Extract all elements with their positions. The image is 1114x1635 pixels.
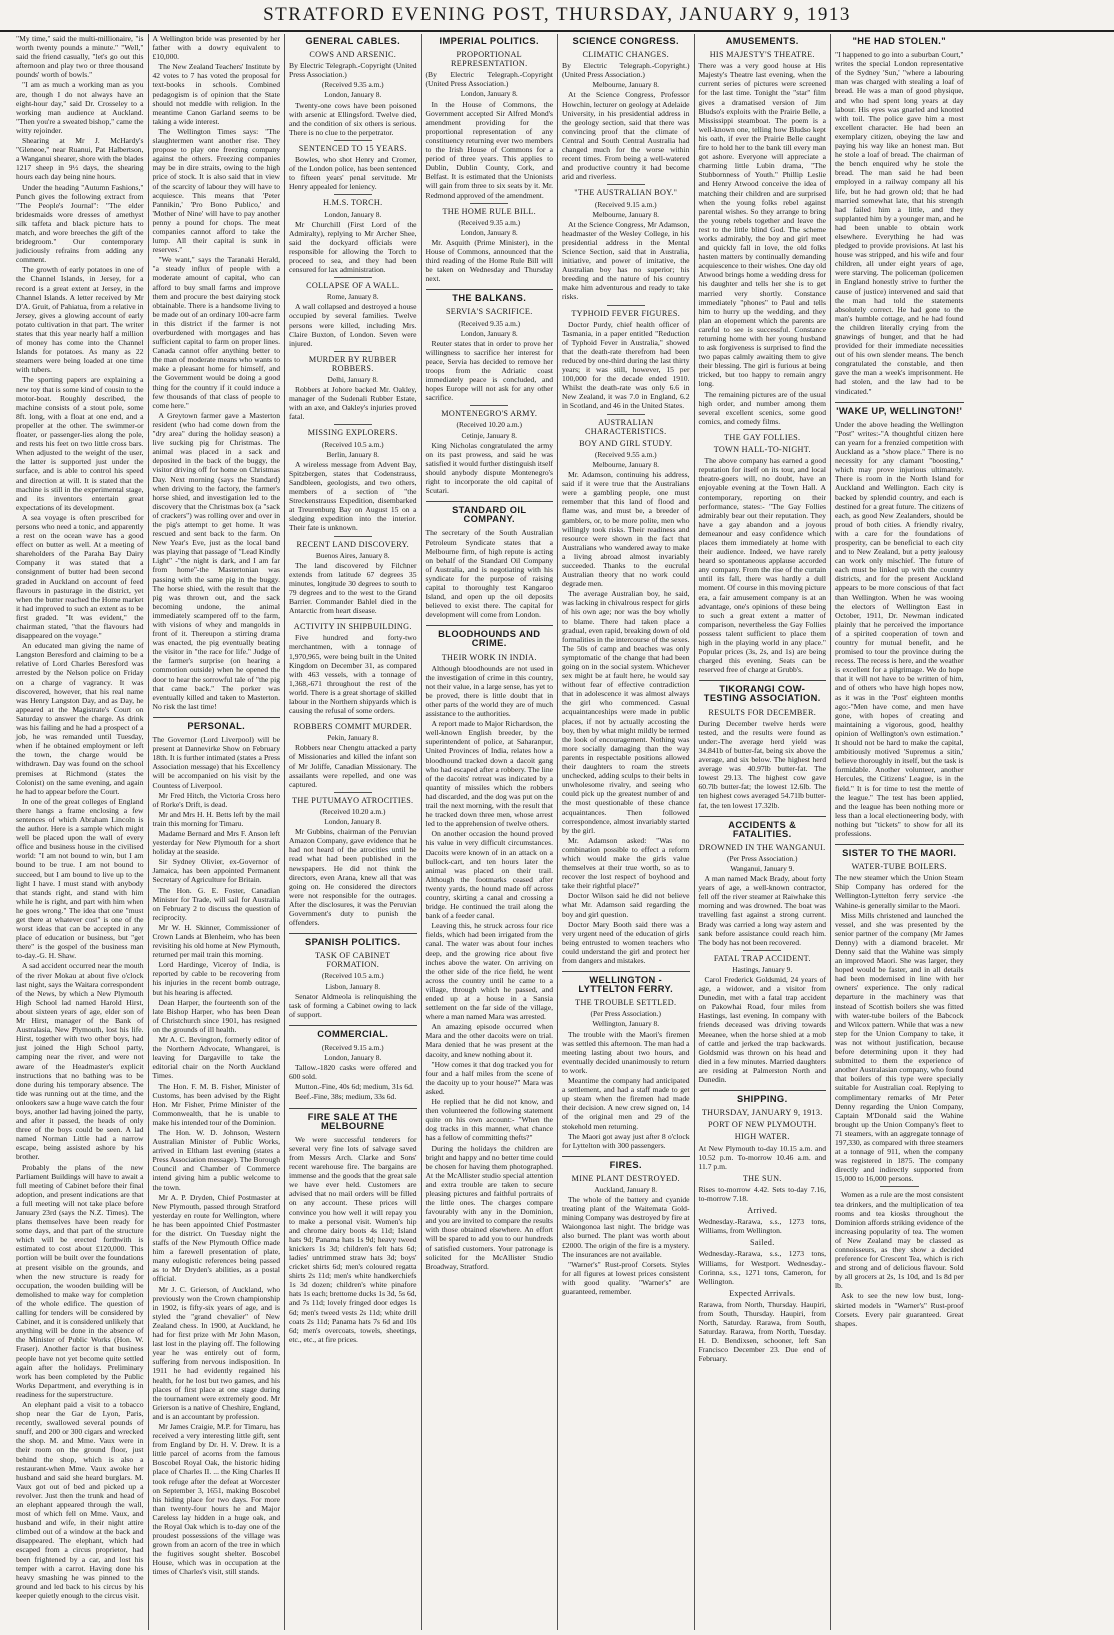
section-heading: SPANISH POLITICS. xyxy=(289,933,417,947)
article-paragraph: Shearing at Mr J. McHardy's "Gleneoe," near Ruanui, Pat Halbertson, a Wanganui shearer, shore with the blades 1217 sheep in 9½ days, the shearing hours each day being nine hours. xyxy=(16,136,144,182)
subheading: HIGH WATER. xyxy=(734,1132,790,1142)
section-heading: THE BALKANS. xyxy=(426,289,554,303)
section-heading: SHIPPING. xyxy=(699,1090,827,1104)
subheading: Expected Arrivals. xyxy=(729,1288,796,1298)
article-paragraph: Mr A. C. Bevington, formerly editor of the Northern Advocate, Whangarei, is leaving for Dargaville to take the editorial chair on the North Auckland Times. xyxy=(152,1035,280,1081)
dateline: (Received 10.20 a.m.) xyxy=(456,420,522,430)
article-paragraph: Meantime the company had anticipated a settlement, and had a staff made to get up steam when the firemen had made their decision. A new crew signed on, 14 of the original men and 29 of the stokehold men returning. xyxy=(562,1076,690,1131)
divider xyxy=(334,536,372,537)
article-paragraph: The remaining pictures are of the usual high order, and number among them several excellent scenics, some good comics, and comedy films. xyxy=(698,389,826,426)
article-paragraph: Wednesday.-Rarawa, s.s., 1273 tons, Williams, for Westport. Wednesday.-Corinna, s.s., 1271 tons, Cameron, for Wellington. xyxy=(698,1249,826,1286)
subheading: CLIMATIC CHANGES. xyxy=(582,50,670,60)
article-paragraph: The whole of the battery and cyanide treating plant of the Waitemata Gold-mining Company was destroyed by fire at Waiongonoa last night. The bridge was also burned. The plant was worth about £2000. The origin of the fire is a mystery. The insurances are not available. xyxy=(562,1195,690,1259)
dateline: (Received 9.35 a.m.) xyxy=(458,318,521,328)
column-1 xyxy=(12,34,149,1630)
article-paragraph: "I happened to go into a suburban Court," writes the special London representative of the Sydney 'Sun,' "where a labouring man was charged with stealing a loaf of bread. He was a man of good physique, and who had spent long years at day labour. His eyes was gnarled and knotted with toil. The police gave him a most excellent character. He had been an exemplary citizen, obeying the law and paying his way like an honest man. But he stole a loaf of bread. The chairman of the bench enquired why he stole the bread. The man said he had been employed in a railway company all his life, but he had grown old; that he had married somewhat late, that his strength had failed him a little, and they supplanted him by a younger man, and he had been unable to obtain work elsewhere. Everything he had was pledged to provide provisions. At last his house was stripped, and his wife and four children, all under eight years of age, were starving. The policeman (policemen in England honestly strive to further the cause of justice) intervened and said that the man had told the statements absolutely correct. He had gone to the man's humble cottage, and he had found the children literally crying from the gnawings of hunger, and that he had provided for their immediate necessities out of his own slender means. The bench congratulated the constable, and then gave the man a week's imprisonment. He had stolen, and the law had to be vindicated." xyxy=(835,50,964,396)
article-paragraph: "I am as much a working man as you are, though I do not always have an eight-hour day," said Dr. Crosseley to a working man audience at Auckland. "Then you're a sweated bishop," came the witty rejoinder. xyxy=(16,80,144,135)
article-paragraph: Leaving this, he struck across four rice fields, which had been irrigated from the canal. The water was about four inches deep, and the growing rice about five inches above the water. On arriving on the other side of the rice field, he went across the country until he came to a village, through which he passed, and ended up at a house in a Sansia settlement on the far side of the village, where a man named Mara was arrested. xyxy=(425,921,553,1022)
article-paragraph: A wireless message from Advent Bay, Spitzbergen, states that Codenstrauss, Sandbleen, geologists, and two others, members of a section of "the Streckenstrauss Expedition, disembarked at Treurenburg Bay on August 15 on a sledging expedition into the interior. Their fate is unknown. xyxy=(289,459,417,533)
dateline: Rome, January 8. xyxy=(326,292,379,302)
article-paragraph: A man named Mack Brady, about forty years of age, a well-known contractor, fell off the river steamer at Raiwhake this morning and was drowned. The boat was travelling fast against a strong current. Brady was carried a long way astern and sank before assistance could reach him. The body has not been recovered. xyxy=(698,874,826,947)
dateline: London, January 8. xyxy=(324,817,382,827)
article-paragraph: Tallow.-1820 casks were offered and 600 sold. xyxy=(289,1063,417,1082)
article-paragraph: Probably the plans of the new Parliament Buildings will have to await a full meeting of Cabinet before their final adoption, and present indications are that a full meeting will not take place before January 23rd (says the N.Z. Times). The plans themselves have been ready for some days, and that part of the structure which will be erected forthwith is estimated to cost about £120,000. This portion will be built over the foundations at present visible on the grounds, and when the new structure is ready for occupation, the wooden building will be demolished to make way for completion of the whole edifice. The question of calling for tenders will be considered by Cabinet, and it is considered unlikely that anything will be done in the absence of the Minister of Public Works (Hon. W. Fraser). Another factor is that business people have not yet become quite settled again after the holidays. Preliminary work has been completed by the Public Works Department, and everything is in readiness for the superstructure. xyxy=(16,1162,144,1399)
page-columns xyxy=(12,34,1104,1630)
subheading: TOWN HALL-TO-NIGHT. xyxy=(713,445,811,455)
article-paragraph: Women as a rule are the most consistent tea drinkers, and the multiplication of tea rooms and tea kiosks throughout the Dominion affords striking evidence of the increasing popularity of tea. The women of New Zealand may be classed as connoisseurs, as they show a decided preference for Crescent Tea, which is rich and strong and of delicious flavour. Sold by all grocers at 2s, 1s 10d, and 1s 8d per lb. xyxy=(835,1190,964,1291)
subheading: ACTIVITY IN SHIPBUILDING. xyxy=(293,622,412,632)
article-paragraph: Robbers near Chengtu attacked a party of Missionaries and killed the infant son of Mr Joliffe, Canadian Missionary. The assailants were repelled, and one was captured. xyxy=(289,743,417,789)
section-heading: GENERAL CABLES. xyxy=(305,36,401,46)
dateline: Buenos Aires, January 8. xyxy=(315,550,390,560)
article-paragraph: On another occasion the hound proved his value in very difficult circumstances. Dacoits were known of in an attack on a bullock-cart, and ten hours later the animal was placed on their trail. Although the footmarks ceased after twenty yards, the hound made off across country, skirting a canal and crossing a bridge. He continued the trail along the bank of a feeder canal. xyxy=(425,829,553,921)
section-heading: "HE HAD STOLEN." xyxy=(852,36,947,46)
article-paragraph: A sad accident occurred near the mouth of the river Mokau at about five o'clock last night, says the Waitara correspondent of the News, by which a New Plymouth High School lad named Harold Hirst, about sixteen years of age, elder son of Mr Hirst, manager of the Bank of Australasia, New Plymouth, lost his life. Hirst, together with two other boys, had just joined the High School party, camping near the river, and were not aware of the Headmaster's explicit instructions that no bathing was to be done during his temporary absence. The tide was running out at the time, and the onlookers saw a huge wave catch the four boys, another lad having joined the party, and after it passed, the heads of only three of the boys could be seen. A lad named Norman Little had a narrow escape, being assisted ashore by his brother. xyxy=(16,961,144,1162)
article-paragraph: The trouble with the Maori's firemen was settled this afternoon. The man had a meeting lasting about two hours, and eventually decided unanimously to return to work. xyxy=(562,1029,690,1075)
article-paragraph: At the Science Congress, Professor Howchin, lecturer on geology at Adelaide University, in his presidential address in the geology section, said that there was convincing proof that the climate of Central and South Central Australia had changed much for the worse within recent times. From being a well-watered and productive country it had become arid and riverless. xyxy=(562,90,690,182)
article-paragraph: The average Australian boy, he said, was lacking in chivalrous respect for girls of his own age; nor was the boy wholly to blame. There had taken place a gradual, even rapid, breaking down of old formalities in the intercourse of the sexes. The 50s of camp and beaches was only symptomatic of the change that had been going on in the social system. Whichever sex might be at fault here, he would say without fear of effective contradiction that in adolescence it was almost always the girl who commenced. Casual acquaintanceships were made in public places, if not by actually accosting the boy, then by what might mildly be termed the look of encouragement. Nothing was more socially damaging than the way parents in respectable positions allowed their daughters to roam the streets unchecked, adding sculps to their belts in unwholesome rivalry, and seeing who could pick up the greatest number of and the most questionable of these chance acquaintances. Then followed correspondence, almost invariably started by the girl. xyxy=(562,589,690,835)
divider xyxy=(470,405,508,406)
column-5 xyxy=(558,34,695,1630)
article-paragraph: At the Science Congress, Mr Adamson, headmaster of the Wesley College, in his presidential address in the Mental Science Section, said that in Australia, initiative, and power of imitative, the Australian boy has no superior; his breeding and the nature of his country make him adventurous and ready to take risks. xyxy=(562,219,690,302)
dateline: Melbourne, January 8. xyxy=(592,209,659,219)
article-paragraph: Although bloodhounds are not used in the investigation of crime in this country, not their value, in a large sense, has yet to be proved, there is little doubt that in other parts of the world they are of much assistance to the authorities. xyxy=(425,663,553,719)
dateline: Pekin, January 8. xyxy=(327,733,379,743)
section-heading: BLOODHOUNDS AND CRIME. xyxy=(426,625,554,648)
dateline: Delhi, January 8. xyxy=(327,375,378,384)
article-paragraph: Mr. Adamson asked: "Was no combination possible to effect a reform which would make the girls value themselves at their true worth, so as to recover the lost respect of boyhood and take their rightful place?" xyxy=(562,835,690,891)
subheading: SENTENCED TO 15 YEARS. xyxy=(298,143,407,153)
article-paragraph: Madame Bernard and Mrs F. Anson left yesterday for New Plymouth for a short holiday at the seaside. xyxy=(152,828,280,857)
article-paragraph: The Maori got away just after 8 o'clock for Lyttelton with 300 passengers. xyxy=(562,1131,690,1150)
subheading: Sailed. xyxy=(749,1238,775,1248)
article-paragraph: Mr Gubbins, chairman of the Peruvian Amazon Company, gave evidence that he had not heard of the atrocities until he read what had been published in the newspapers. He did not think the directors, even Arana, knew all that was going on. He considered the directors were not responsible for the outrages. After the disclosures, it was the Peruvian Government's duty to punish the offenders. xyxy=(289,827,417,928)
subheading: THEIR WORK IN INDIA. xyxy=(441,652,537,662)
column-4 xyxy=(422,34,559,1630)
article-paragraph: "My time," said the multi-millionaire, "is worth twenty pounds a minute." "Well," said the friend casually, "let's go out this afternoon and play two or three thousand pounds' worth of bowls." xyxy=(16,34,144,80)
subheading: PORT OF NEW PLYMOUTH. xyxy=(708,1120,817,1130)
subheading: MINE PLANT DESTROYED. xyxy=(571,1173,680,1183)
article-paragraph: We were successful tenderers for several very fine lots of salvage saved from Messrs Arch. Clarke and Sons' recent warehouse fire. The bargains are immense and the goods that the great sale we have ever held. Customers are advised that no mail orders will be filled on any account. These prices will convince you how well it will repay you to make a personal visit. Women's hip and chrome dairy boots 4s 11d; Island hats 9d; Panama hats 1s 9d; heavy tweed knickers 1s 3d; children's felt hats 6d; ladies' untrimmed straw hats 3d; boys' cricket shirts 6d; men's coloured regatta shirts 2s 11d; men's white handkerchiefs 1s 3d dozen; children's white pinafore hats 1s each; brettome ducks 1s 3d, 5s 6d, and 7s 11d; lovely fringed door edges 1s 6d; men's tweed vests 2s 11d; white drill coats 2s 11d; Panama hats 7s 6d and 10s 6d; men's overcoats, towels, sheetings, etc., etc., at fire prices. xyxy=(289,1134,417,1344)
subheading: HIS MAJESTY'S THEATRE. xyxy=(709,50,815,60)
section-heading: FIRE SALE AT THE MELBOURNE xyxy=(289,1108,417,1131)
article-paragraph: The Hon. W. D. Johnson, Western Australian Minister of Public Works, arrived in Eltham last evening (states a Press Association message). The Borough Council and Chamber of Commerce intend giving him a public welcome to the town. xyxy=(152,1127,280,1192)
masthead: STRATFORD EVENING POST, THURSDAY, JANUARY 9, 1913 xyxy=(0,0,1114,32)
divider xyxy=(607,305,645,306)
article-paragraph: A Greytown farmer gave a Masterton resident (who had come down from the "dry area" during the holiday season) a live sucking pig for Christmas. The animal was placed in a sack and deposited in the back of the buggy, the visitor driving off for home on Christmas Day. Next morning (says the Standard) when driving to the factory, the farmer's horse shied, and investigation led to the discovery that the Christmas box (a "sack of crackers") was rolling over and over in the pig's attempt to get home. It was rescued and sent back to the farm. On New Year's Eve, just as the local band was playing that passage of "Lead Kindly Light" -"the night is dark, and I am far from home"-the Mastertonian was passing with the same pig in the buggy. The horse shied, with the result that the pig was thrown out, and the sack becoming undone, the animal immediately scampered off to the farm, with visions of whey and mangolds in front of it. Thereupon a stirring drama was enacted, the pig eventually beating the visitor in "the race for life." Judge of the farmer's surprise (on hearing a commotion outside) when he opened the door to hear the sorrowful tale of "the pig that came back." The porker was eventually killed and taken to Masterton. No risk the last time! xyxy=(152,410,280,711)
article-paragraph: Dean Harper, the fourteenth son of the late Bishop Harper, who has been Dean of Christchurch since 1901, has resigned on the grounds of ill health. xyxy=(152,997,280,1034)
article-paragraph: Lord Hardinge, Viceroy of India, is reported by cable to be recovering from his injuries in the recent bomb outrage, but his hearing is affected. xyxy=(152,960,280,997)
section-heading: WELLINGTON - LYTTELTON FERRY. xyxy=(562,971,690,994)
divider xyxy=(334,618,372,619)
subheading: RESULTS FOR DECEMBER. xyxy=(708,707,817,717)
dateline: Wanganui, January 9. xyxy=(730,863,795,873)
article-paragraph: Senator Aldmeola is relinquishing the task of forming a Cabinet owing to lack of support. xyxy=(289,991,417,1019)
article-paragraph: Mr. Asquith (Prime Minister), in the House of Commons, announced that the third reading of the Home Rule Bill will be taken on Wednesday and Thursday next. xyxy=(425,237,553,284)
dateline: Cetinje, January 8. xyxy=(461,430,517,440)
article-paragraph: The Wellington Times says: "The slaughtermen want another rise. They propose to play one freezing company against the others. Freezing companies may be in dire straits, owing to the high price of stock. It is also said that in view of the scarcity of labour they will have to acquiesce. This means that 'Peter Pannikin,' 'Pro Bono Publico,' and 'Mother of Nine' will have to pay another penny a pound for chops. The meat companies cannot afford to take the lump. All their capital is sunk in reserves." xyxy=(152,126,280,255)
article-paragraph: Rarawa, from North, Thursday. Haupiri, from South, Thursday. Haupiri, from North, Saturday. Rarawa, from South, Saturday. Rarawa, from North, Tuesday. H. D. Bendixsen, schooner, left San Francisco December 23. Due end of February. xyxy=(698,1299,826,1364)
dateline: London, January 8. xyxy=(460,328,518,338)
article-paragraph: There was a very good house at His Majesty's Theatre last evening, when the current series of pictures were screened for the last time. Tonight the "star" film gives a dramatised version of Jim Bludso's exploits with the Prairie Belle, a Mississippi steamboat. The poem is a well-known one, telling how Bludso kept his oath, if ever the Prairie Belle caught fire to hold her to the bank till every man got ashore. Everyone will appreciate a charming little Lubin drama, "The Stubbornness of Youth." Phillip Leslie and Henry Atwood conceive the idea of matching their children and are surprised when the young folks rebel against parental wishes. So they arrange to bring the young rebels together and leave the rest to the little blind God. The scheme works admirably, the boy and girl meet and quickly fall in love, the old folks hasten matters by continually demanding acquiescence to their wishes. One day old Atwood brings home a wedding dress for his daughter and tells her she is to get married very shortly. Constance immediately "phones" to Paul and tells him to hurry up the wedding, and they plan an elopement which the parents are careful to see is successful. Constance returning home with her young husband to ask forgiveness is surprised to find the two papas calmly awaiting them to give their blessing. The girl is furious at being tricked, but too happy to remain angry long. xyxy=(698,61,826,389)
divider xyxy=(334,194,372,195)
divider xyxy=(334,792,372,793)
divider xyxy=(743,429,781,430)
dateline: (Received 10.20 a.m.) xyxy=(320,806,386,816)
subheading: AUSTRALIAN CHARACTERISTICS. xyxy=(585,417,667,436)
section-heading: IMPERIAL POLITICS. xyxy=(439,36,539,46)
article-paragraph: King Nicholas congratulated the army on its past prowess, and said he was satisfied it would further distinguish itself should anybody dispute Montenegro's right to incorporate the old capital of Scutari. xyxy=(425,440,553,496)
subheading: BOY AND GIRL STUDY. xyxy=(579,438,673,448)
column-7 xyxy=(831,34,968,1630)
article-paragraph: The new steamer which the Union Steam Ship Company has ordered for the Wellington-Lyttelton ferry service -the Wahine-is generally similar to the Maori. xyxy=(835,873,964,910)
subheading: SERVIA'S SACRIFICE. xyxy=(445,307,533,317)
article-paragraph: A sea voyage is often prescribed for persons who need a tonic, and apparently a rest on the ocean wave has a good effect on butter as well. At a meeting of shareholders of the Paraha Bay Dairy Company it was stated that a consignment of butter had been second graded in Auckland on account of feed flavours in pasturage in the district, yet when the butter reached the Home market it had improved to such an extent as to be first graded. "It was evident," the chairman stated, "that the flavours had disappeared on the voyage." xyxy=(16,512,144,641)
article-paragraph: Wednesday.-Rarawa, s.s., 1273 tons, Williams, from Wellington. xyxy=(698,1217,826,1236)
dateline: (Received 10.5 a.m.) xyxy=(321,971,384,981)
dateline: Berlin, January 8. xyxy=(326,449,380,459)
article-paragraph: Mutton.-Fine, 40s 6d; medium, 31s 6d. xyxy=(295,1082,414,1092)
article-paragraph: Rises to-morrow 4.42. Sets to-day 7.16, to-morrow 7.18. xyxy=(698,1184,826,1203)
article-paragraph: Beef.-Fine, 38s; medium, 33s 6d. xyxy=(295,1092,397,1102)
article-paragraph: The Hon. G. E. Foster, Canadian Minister for Trade, will sail for Australia on February 2 to discuss the question of reciprocity. xyxy=(152,885,280,922)
article-paragraph: Under the heading "Autumn Fashions," Punch gives the following extract from "The People's Journal": "The elder bridesmaids wore dresses of amethyst silk taffeta and black picture hats to match, and wore breeches the gift of the bridegroom." Our contemporary judiciously refrains from adding any comment. xyxy=(16,182,144,265)
section-heading: SISTER TO THE MAORI. xyxy=(835,844,964,858)
subheading: THE PUTUMAYO ATROCITIES. xyxy=(292,795,414,805)
article-paragraph: Carol Frederick Goldsmid, 24 years of age, a widower, and a visitor from Dunedin, met with a fatal trap accident on Pakowhai Road, four miles from Hastings, last evening. In company with friends deceased was driving towards Meeanee, when the horse shied at a mob of cattle and jerked the trap backwards. Goldsmid was thrown on his head and died in a few minutes. Married daughters are residing at Palmerston North and Dunedin. xyxy=(698,975,826,1085)
dateline: (Received 9.35 a.m.) xyxy=(458,217,521,227)
subheading: DROWNED IN THE WANGANUI. xyxy=(698,842,826,852)
dateline: (Received 9.55 a.m.) xyxy=(594,449,657,459)
subheading: FATAL TRAP ACCIDENT. xyxy=(713,953,811,963)
article-paragraph: "Warner's" Rust-proof Corsets. Styles for all figures at lowest prices consistent with good quality. "Warner's" are guaranteed, remember. xyxy=(562,1259,690,1296)
divider xyxy=(334,718,372,719)
dateline: (Per Press Association.) xyxy=(727,853,798,863)
article-paragraph: During the holidays the children are bright and happy and no better time could be chosen for having them photographed. At the McAllister studio special attention and extra trouble are taken to secure pleasing pictures and faithful portraits of the little ones. The charges compare favourably with any in the Dominion, and you are invited to compare the results with those obtained elsewhere. An effort will be spared to add you to our hundreds of satisfied customers. Your patronage is solicited for the McAllister Studio Broadway, Stratford. xyxy=(425,1143,553,1271)
divider xyxy=(334,277,372,278)
divider xyxy=(607,414,645,415)
column-2 xyxy=(149,34,286,1630)
article-paragraph: Bowles, who shot Henry and Cromer, of the London police, has been sentenced to fifteen years' penal servitude. Mr Henry appealed for leniency. xyxy=(289,155,417,192)
subheading: RECENT LAND DISCOVERY. xyxy=(296,539,409,549)
article-paragraph: The land discovered by Filchner extends from latitude 67 degrees 35 minutes, longitude 30 degrees to south to 79 degrees and to the west to the Grand Barrier. Commander Bahlel died in the Antarctic from heart disease. xyxy=(289,560,417,616)
article-paragraph: The secretary of the South Australian Petroleum Syndicate states that a Melbourne firm, of high repute is acting on behalf of the Standard Oil Company of Australia, and is negotiating with his syndicate for the purpose of raising capital to thoroughly test Kangaroo Island, and open up the oil deposits believed to exist there. The capital for development will come from London. xyxy=(425,528,553,620)
section-heading: AMUSEMENTS. xyxy=(725,36,799,46)
article-paragraph: A wall collapsed and destroyed a house occupied by several families. Twelve persons were killed, including Mrs. Claire Buxton, of London. Seven were injured. xyxy=(289,302,417,348)
article-paragraph: In the House of Commons, the Government accepted Sir Alfred Mond's amendment providing for the proportional representation of any constituency returning ever two members to the Irish House of Commons for a period of three years. This applies to Dublin, Dublin County, Cork, and Belfast. It is estimated that the Unionists will gain from three to six seats by it. Mr. Redmond approved of the amendment. xyxy=(425,99,553,200)
section-heading: COMMERCIAL. xyxy=(289,1025,417,1039)
subheading: "THE AUSTRALIAN BOY." xyxy=(574,188,678,198)
divider xyxy=(743,950,781,951)
section-heading: TIKORANGI COW-TESTING ASSOCIATION. xyxy=(699,680,827,703)
subheading: H.M.S. TORCH. xyxy=(323,198,383,208)
subheading: Arrived. xyxy=(747,1206,778,1216)
article-paragraph: Mr J. C. Grierson, of Auckland, who previously won the Crown championship in 1902, is fifty-six years of age, and is styled the "grand chevalier" of New Zealand chess. In 1900, at Auckland, he had for first prize with Mr John Mason, last lost in the playing off. The following year he was entirely out of form, suffering from nervous indisposition. In 1911 he had evidently regained his health, for he lost but two games, and his places of first place at one stage during the tournament were extremely good. Mr Grierson is a native of Cheshire, England, and is an accountant by profession. xyxy=(152,1284,280,1421)
section-heading: SCIENCE CONGRESS. xyxy=(572,36,679,46)
subheading: TYPHOID FEVER FIGURES. xyxy=(571,308,681,318)
subheading: MISSING EXPLORERS. xyxy=(307,428,398,438)
subheading: MONTENEGRO'S ARMY. xyxy=(441,409,538,419)
article-paragraph: The above company has earned a good reputation for itself on its tour, and local theatre-goers will, no doubt, have an enjoyable evening at the Town Hall. A contemporary, reporting on their performance, states:- "The Gay Follies admirably bear out their reputation. They have a gay abandon and a joyous demeanour and easy confidence which places them immediately at home with their audience. Indeed, we have rarely heard so spontaneous applause accorded any company. From the rise of the curtain until its fall, there was hardly a dull moment. Of course in this moving picture era, a fair amusement company is at an advantage, one's opinions of these being to such a great extent a matter of comparison, nevertheless the Gay Follies possess talent sufficient to place them high in the playing world in any place." Popular prices (3s, 2s, and 1s) are being charged this evening. Seats can be reserved free of charge at Grubb's. xyxy=(698,456,826,675)
article-paragraph: "We want," says the Taranaki Herald, "a steady influx of people with a moderate amount of capital, who can afford to buy small farms and improve them and procure the best dairying stock obtainable. There is a handsome living to be made out of an ordinary 100-acre farm in this district if the farmer is not overburdened with mortgages and has sufficient capital to farm on proper lines. Canada cannot offer anything better to the man of moderate means who wants to make a pleasant home for himself, and the Government would be doing a good thing for the country if it could induce a few thousands of that class of people to come here." xyxy=(152,255,280,410)
dateline: Melbourne, January 8. xyxy=(592,459,659,469)
article-paragraph: Mr Churchill (First Lord of the Admiralty), replying to Mr Archer Shee, said the dockyard officials were responsible for allowing the Torch to proceed to sea, and they had been censured for lax administration. xyxy=(289,219,417,275)
article-paragraph: An amazing episode occurred when Mara and the other dacoits were on trial. Mara denied that he was present at the dacoity, and knew nothing about it. xyxy=(425,1022,553,1059)
dateline: London, January 8. xyxy=(324,1053,382,1063)
dateline: Melbourne, January 8. xyxy=(592,80,659,90)
article-paragraph: Twenty-one cows have been poisoned with arsenic at Ellingsford. Twelve died, and the condition of six others is serious. There is no clue to the perpetrator. xyxy=(289,100,417,137)
section-heading: PERSONAL. xyxy=(153,717,281,731)
article-paragraph: Doctor Wilson said he did not believe what Mr. Adamson said regarding the boy and girl question. xyxy=(562,891,690,919)
divider xyxy=(334,424,372,425)
column-3 xyxy=(285,34,422,1630)
subheading: THE TROUBLE SETTLED. xyxy=(575,998,677,1008)
subheading: THE HOME RULE BILL. xyxy=(442,206,536,216)
article-paragraph: Mr James Craigie, M.P. for Timaru, has received a very interesting little gift, sent from England by Dr. H. V. Drew. It is a little parcel of acorns from the famous Boscobel Royal Oak, the historic hiding place of Charles II. ... the King Charles II took refuge after the defeat at Worcester on September 3, 1651, making Boscobel his hiding place for two days. For more than twenty-four hours he and Major Careless lay hidden in a huge oak, and the Royal Oak which is to-day one of the proudest possessions of the village was grown from an acorn of the tree in which the fugitives sought shelter. Boscobel House, which was in occupation at the times of Charles's visit, still stands. xyxy=(152,1421,280,1577)
subheading: TASK OF CABINET FORMATION. xyxy=(315,951,391,970)
article-paragraph: Ask to see the new low bust, long-skirted models in "Warner's" Rust-proof Corsets. Every pair guaranteed. Great shapes. xyxy=(835,1291,964,1328)
article-paragraph: By Electric Telegraph.-Copyright (United Press Association.) xyxy=(289,61,417,80)
dateline: (Received 10.5 a.m.) xyxy=(321,439,384,449)
article-paragraph: The New Zealand Teachers' Institute by 42 votes to 7 has voted the proposal for text-books in schools. Combined pedagogism is of opinion that the State should not meddle with religion. In the meantime Canon Garland seems to be taking a wide interest. xyxy=(152,62,280,126)
dateline: London, January 8. xyxy=(324,209,382,219)
article-paragraph: A Wellington bride was presented by her father with a dowry equivalent to £10,000. xyxy=(152,34,280,62)
dateline: Auckland, January 8. xyxy=(594,1184,658,1194)
dateline: Lisbon, January 8. xyxy=(325,981,381,991)
divider xyxy=(607,184,645,185)
dateline: Wellington, January 8. xyxy=(592,1019,660,1029)
dateline: (Per Press Association.) xyxy=(590,1009,661,1019)
divider xyxy=(880,1186,919,1187)
article-paragraph: Five hundred and forty-two merchantmen, with a tonnage of 1,970,965, were being built in the United Kingdom on December 31, as compared with 463 vessels, with a tonnage of 1,368,-671 throughout the rest of the world. There is a great shortage of skilled labour in the Northern shipyards which is causing the refusal of some orders. xyxy=(289,633,417,716)
subheading: COWS AND ARSENIC. xyxy=(309,50,397,60)
subheading: THURSDAY, JANUARY 9, 1913. xyxy=(701,1108,823,1118)
article-paragraph: Mr W. H. Skinner, Commissioner of Crown Lands at Blenheim, who has been revisiting his old home at New Plymouth, returned per mail train this morning. xyxy=(152,922,280,960)
subheading: PROPORTIONAL REPRESENTATION. xyxy=(451,50,528,69)
article-paragraph: The sporting papers are explaining a new toy that is some kind of cousin to the motor-boat. Roughly described, the machine consists of a stout pole, some 8ft. long, with a float at one end, and a propeller at the other. The swimmer-or floater, or passenger-lies along the pole, and rests his feet on two little cross bars. When adjusted to the weight of the user, the latter is supported just under the surface, and is able to control his speed and direction at will. It is stated that the machine is still in the experimental stage, and its inventors entertain great expectations of its development. xyxy=(16,375,144,512)
article-paragraph: Mr. Adamson, continuing his address, said if it were true that the Australians were a gambling people, one must remember that this land of flood and flame was, and must be, a breeder of gamblers, or, to be more polite, men who willingly took risks. Their readiness and resource were shown in the fact that Australians who wandered away to make a living abroad almost invariably succeeded. Thanks to the eucrulal Australian theory that no work could degrade men. xyxy=(562,470,690,589)
article-paragraph: Mr and Mrs H. H. Betts left by the mail train this morning for Timaru. xyxy=(152,809,280,828)
article-paragraph: By Electric Telegraph.-Copyright.) (United Press Association.) xyxy=(562,61,690,80)
article-paragraph: (By Electric Telegraph.-Copyright (United Press Association.) xyxy=(425,70,553,89)
article-paragraph: "How comes it that dog tracked you for four and a half miles from the scene of the dacoity up to your house?" Mara was asked. xyxy=(425,1059,553,1096)
subheading: WATER-TUBE BOILERS. xyxy=(851,862,947,872)
article-paragraph: An elephant paid a visit to a tobacco shop near the Gar de Lyon, Paris, recently, swallowed several pounds of snuff, and 200 or 300 cigars and wrecked the shop. M. and Mme. Vaux were in their room on the ground floor, just behind the shop, which is also a restaurant-when Mme. Vaux awoke her husband and said she heard burglars. M. Vaux got out of bed and picked up a revolver. Just then the trunk and head of an elephant appeared through the wall, most of which fell on Mme. Vaux, and husband and wife, in their night attire climbed out of a window at the back and disappeared. The elephant, which had escaped from a circus proprietor, had been frightened by a car, and lost his temper with a carrot. Having done his heavy smashing he was pinned to the ground and led back to his circus by his keeper quietly enough to the circus visit. xyxy=(16,1399,144,1600)
subheading: COLLAPSE OF A WALL. xyxy=(306,281,400,291)
article-paragraph: Miss Mills christened and launched the vessel, and she was presented by the senior partner of the company (Mr James Denny) with a diamond bracelet. Mr Denny said that the Wahine was simply an improved Maori. She was larger, they hoped would be faster, and in all details had been modernised in line with her owners' experience. The only radical departure in the machinery was that instead of Scottish boilers she was fitted with water-tube boilers of the Babcock and Wilcox pattern. While that was a new step for the Union Company to take, it was not without justification, because before determining upon it they had submitted to them the experience of another Australasian company, who found that boilers of this type were specially suitable for Australian coal. Replying to complimentary remarks of Mr Peter Denny regarding the Union Company, Captain M'Donald said the Wahine brought up the Union Company's fleet to 71 steamers, with an aggregate tonnage of 197,330, as compared with three steamers at a tonnage of 911, when the company was registered in 1875. The company directly and indirectly supported from 15,000 to 16,000 persons. xyxy=(835,910,964,1184)
dateline: London, January 8. xyxy=(460,89,518,99)
section-heading: FIRES. xyxy=(562,1156,690,1170)
article-paragraph: Doctor Purdy, chief health officer of Tasmania, in a paper entitled "Reduction of Typhoid Fever in Australia," showed that the death-rate therefrom had been reduced by one-third during the last thirty years; it was still, however, 15 per 100,000 for the decade ended 1910. Whilst the death-rate was only 6.6 in New Zealand, it was 7.0 in England, 6.2 in Scotland, and 46 in the United States. xyxy=(562,319,690,411)
article-paragraph: He replied that he did not know, and then volunteered the following statement quite on his own account:- "When the dog tracks in this manner, what chance has a fellow of committing thefts?" xyxy=(425,1097,553,1143)
dateline: London, January 8. xyxy=(324,90,382,100)
article-paragraph: Sir Sydney Olivier, ex-Governor of Jamaica, has been appointed Permanent Secretary of Agriculture for Britain. xyxy=(152,857,280,885)
article-paragraph: The growth of early potatoes in one of the Channel Islands, in Jersey, for a record is a great extent at Jersey, in the Channel Islands. A letter received by Mr D'A. Gruit, of Pahiatua, from a relative in Jersey, gives a glowing account of early potato cultivation in that part. The writer states that this year nearly half a million of money has come into the Channel Islands for potatoes. As many as 22 steamers were being loaded at one time with tubers. xyxy=(16,265,144,375)
subheading: MURDER BY RUBBER ROBBERS. xyxy=(308,354,397,373)
article-paragraph: Mr A. P. Dryden, Chief Postmaster at New Plymouth, passed through Stratford yesterday en route for Wellington, where he has been appointed Chief Postmaster for the district. On Tuesday night the staffs of the New Plymouth Office made him a farewell presentation of plate, many eulogistic references being passed as to Mr Dryden's abilities, as a postal official. xyxy=(152,1192,280,1284)
dateline: Hastings, January 9. xyxy=(732,964,793,974)
article-paragraph: The Governor (Lord Liverpool) will be present at Dannevirke Show on February 18th. It is further intimated (states a Press Association message) that his Excellency will be accompanied on his visit by the Countess of Liverpool. xyxy=(152,735,280,790)
article-paragraph: During December twelve herds were tested, and the results were found as under:-The average herd yield was 34.841b of butter-fat, being six above the average, and six below. The highest herd average was 40.97lb butter-fat. The lowest 29.13. The highest cow gave 60.7lb butter-fat; the lowest 12.6lb. The ten highest cows averaged 54.71lb butter-fat, the ten lowest 17.32lb. xyxy=(698,718,826,810)
subheading: ROBBERS COMMIT MURDER. xyxy=(293,722,413,732)
section-heading: ACCIDENTS & FATALITIES. xyxy=(699,816,827,839)
subheading: THE GAY FOLLIES. xyxy=(724,432,801,442)
divider xyxy=(470,203,508,204)
article-paragraph: Mr Fred Hitch, the Victoria Cross hero of Rorke's Drift, is dead. xyxy=(152,790,280,809)
section-heading: STANDARD OIL COMPANY. xyxy=(426,501,554,524)
dateline: London, January 8. xyxy=(460,227,518,237)
article-paragraph: A report made to Major Richardson, the well-known English breeder, by the superintendent of police, at Saharanpur, United Provinces of India, relates how a bloodhound tracked down a dacoit gang who had escaped after a robbery. The line of the dacoits' retreat was indicated by a quantity of missiles which the robbers had discarded, and the dog was put on the trail the next morning, with the result that he tracked down three men, whose arrest led to the apprehension of twelve others. xyxy=(425,719,553,829)
section-heading: 'WAKE UP, WELLINGTON!' xyxy=(835,402,964,416)
article-paragraph: At New Plymouth to-day 10.15 a.m. and 10.52 p.m. To-morrow 10.46 a.m. and 11.7 p.m. xyxy=(698,1143,826,1171)
article-paragraph: Robbers at Johore backed Mr. Oakley, manager of the Sudenali Rubber Estate, with an axe, and Oakley's injuries proved fatal. xyxy=(289,385,417,422)
dateline: (Received 9.15 a.m.) xyxy=(321,1043,384,1052)
divider xyxy=(334,351,372,352)
divider xyxy=(334,140,372,141)
article-paragraph: Reuter states that in order to prove her willingness to sacrifice her interest for peace, Servia has decided to remove her troops from the Adriatic coast immediately peace is concluded, and hopes Europe will not ask for any other sacrifice. xyxy=(425,338,553,403)
article-paragraph: In one of the great colleges of England there hangs a frame enclosing a few sentences of which Abraham Lincoln is the author. Here is a sample which might well be placed upon the wall of every office and business house in the civilised world: "I am not bound to win, but I am bound to be true. I am not bound to succeed, but I am bound to live up to the light I have. I must stand with anybody that stands right, and stand with him while he is right, and part with him when he goes wrong." The idea that one "must get there at whatever cost" is one of the worst ideas that can be accepted in any place of education or business, but "get there" is the gospel of the business man to-day.-G. H. Shaw. xyxy=(16,796,144,961)
article-paragraph: An educated man giving the name of Langston Beresford and claiming to be a relative of Lord Charles Beresford was arrested by the Nelson police on Friday on a charge of vagrancy. It was discovered, however, that his real name was Henry Langston Day, and as Day, he appeared at the Magistrate's Court on Saturday to answer the charge. As drink was his failing and he had a prospect of a job, he was remanded until Tuesday, when if he obtained employment or left the town, the charge would be withdrawn. Day was found on the school premises at Richmond (states the Colonist) on the same evening, and again he had to appear before the Court. xyxy=(16,641,144,796)
column-6 xyxy=(695,34,832,1630)
dateline: (Received 9.35 a.m.) xyxy=(321,80,384,90)
article-paragraph: The Hon. F. M. B. Fisher, Minister of Customs, has been advised by the Right Hon. Mr Fisher, Prime Minister of the Commonwealth, that he is unable to make his intended tour of the Dominion. xyxy=(152,1081,280,1127)
subheading: THE SUN. xyxy=(742,1173,782,1183)
article-paragraph: Under the above heading the Wellington "Post" writes:-"A thoughtful citizen here can yearn for a frenzied competition with Auckland as a "show place." There is no necessity for any clamant "boosting," which may prove injurious ultimately. There is room in the North Island for Auckland and Wellington. Each city is backed by splendid country, and each is destined for a great future. The citizens of each, as good New Zealanders, should be proud of both cities. A friendly rivalry, with a care for the foundations of prosperity, can be beneficial to each city and to New Zealand, but a petty jealousy can work only mischief. The future of each must be linked up with the country districts, and for the present Auckland appears to be more conscious of that fact than Wellington. When he was wooing the electors of Wellington East in October, 1911, Dr. Newman indicated plainly that he perceived the importance of a spirited cooperation of town and country for mutual benefit, and he promised to tour the province during the recess. The recess is here, and the weather is excellent for a pilgrimage. We do hope that it will not have to be written of him, and of others who have high hopes now, as it was in the 'Post' eighteen months ago:-"Men have come, and men have gone, with hopes of creating and maintaining a vigorous, good, healthy opinion of Wellington's own estimation." It should not be hard to make the capital, ambitiously motived 'Supremus a sitin,' believe thoroughly in itself, but the task is formidable. Another volunteer, another Hercules, the Citizens' League, is in the field." It is for time to test the mettle of the league." The test has been applied, and the league has been nothing more or less than a local electioneering body, with nothing but "tickets" to show for all its professions. xyxy=(835,419,964,838)
dateline: (Received 9.15 a.m.) xyxy=(594,199,657,209)
article-paragraph: Doctor Mary Booth said there was a very urgent need of the education of girls being entrusted to women teachers who could understand the girl and protect her from dangers and mistakes. xyxy=(562,919,690,965)
